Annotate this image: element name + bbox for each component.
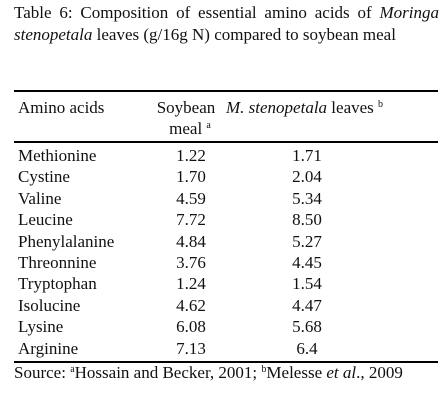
table-row xyxy=(0,273,443,294)
header-soybean-line2: meal xyxy=(169,119,203,138)
soybean-value: 1.24 xyxy=(176,274,206,294)
table-row xyxy=(0,338,443,359)
soybean-value: 7.13 xyxy=(176,338,206,358)
source-ref-b-author: Melesse xyxy=(266,363,323,382)
amino-acid-name: Isolucine xyxy=(18,295,81,315)
moringa-value: 4.45 xyxy=(292,252,322,272)
soybean-value: 7.72 xyxy=(176,210,206,230)
caption-species: Moringa stenopetala xyxy=(14,3,439,44)
amino-acid-name: Valine xyxy=(18,188,62,208)
moringa-value: 6.4 xyxy=(296,338,318,358)
caption-suffix: leaves (g/16g N) compared to soybean meal xyxy=(96,25,396,44)
soybean-value: 3.76 xyxy=(176,252,206,272)
header-soybean-meal xyxy=(138,97,234,139)
amino-acid-name: Methionine xyxy=(18,146,97,165)
moringa-value: 1.54 xyxy=(292,274,322,294)
soybean-value: 6.08 xyxy=(176,317,206,337)
table-row xyxy=(0,316,443,337)
table-source-note xyxy=(14,362,439,384)
source-ref-b-etal: et al xyxy=(326,363,357,382)
caption-prefix: Table 6: Composition of essential amino acids of xyxy=(14,3,372,22)
amino-acid-name: Phenylalanine xyxy=(18,231,115,251)
table-row xyxy=(0,231,443,252)
soybean-value: 1.70 xyxy=(176,167,206,187)
soybean-value: 4.62 xyxy=(176,295,206,315)
table-row xyxy=(0,209,443,230)
table-row xyxy=(0,252,443,273)
moringa-value: 2.04 xyxy=(292,167,322,187)
table-top-rule xyxy=(14,90,438,92)
amino-acid-name: Arginine xyxy=(18,338,79,358)
moringa-value: 5.27 xyxy=(292,231,322,251)
table-row xyxy=(0,295,443,316)
amino-acid-name: Threonnine xyxy=(18,252,97,272)
header-moringa-leaves xyxy=(226,97,438,118)
table-caption xyxy=(14,2,439,46)
source-label: Source: xyxy=(14,363,66,382)
table-body xyxy=(0,145,443,359)
soybean-value: 4.84 xyxy=(176,231,206,251)
amino-acid-name: Tryptophan xyxy=(18,274,97,294)
moringa-value: 8.50 xyxy=(292,210,322,230)
moringa-value: 5.68 xyxy=(292,317,322,337)
soybean-value: 1.22 xyxy=(176,146,206,165)
source-ref-a: Hossain and Becker, 2001; xyxy=(74,363,258,382)
table-row xyxy=(0,145,443,166)
moringa-value: 1.71 xyxy=(292,146,322,165)
moringa-value: 5.34 xyxy=(292,188,322,208)
header-soybean-line1: Soybean xyxy=(156,98,216,117)
moringa-value: 4.47 xyxy=(292,295,322,315)
table-row xyxy=(0,188,443,209)
amino-acid-name: Leucine xyxy=(18,210,73,230)
soybean-value: 4.59 xyxy=(176,188,206,208)
header-moringa-footnote-mark: b xyxy=(378,99,384,110)
table-row xyxy=(0,166,443,187)
header-moringa-species: M. stenopetala xyxy=(226,98,328,117)
amino-acid-name: Lysine xyxy=(18,317,64,337)
source-ref-b-year: ., 2009 xyxy=(356,363,403,382)
table-header-rule xyxy=(14,141,438,143)
header-soybean-footnote-mark: a xyxy=(206,120,211,131)
header-amino-acids: Amino acids xyxy=(18,98,105,117)
source-footnote-mark-a: a xyxy=(70,364,75,375)
amino-acid-name: Cystine xyxy=(18,167,70,187)
header-moringa-leaves-word: leaves xyxy=(331,98,374,117)
source-footnote-mark-b: b xyxy=(261,364,267,375)
